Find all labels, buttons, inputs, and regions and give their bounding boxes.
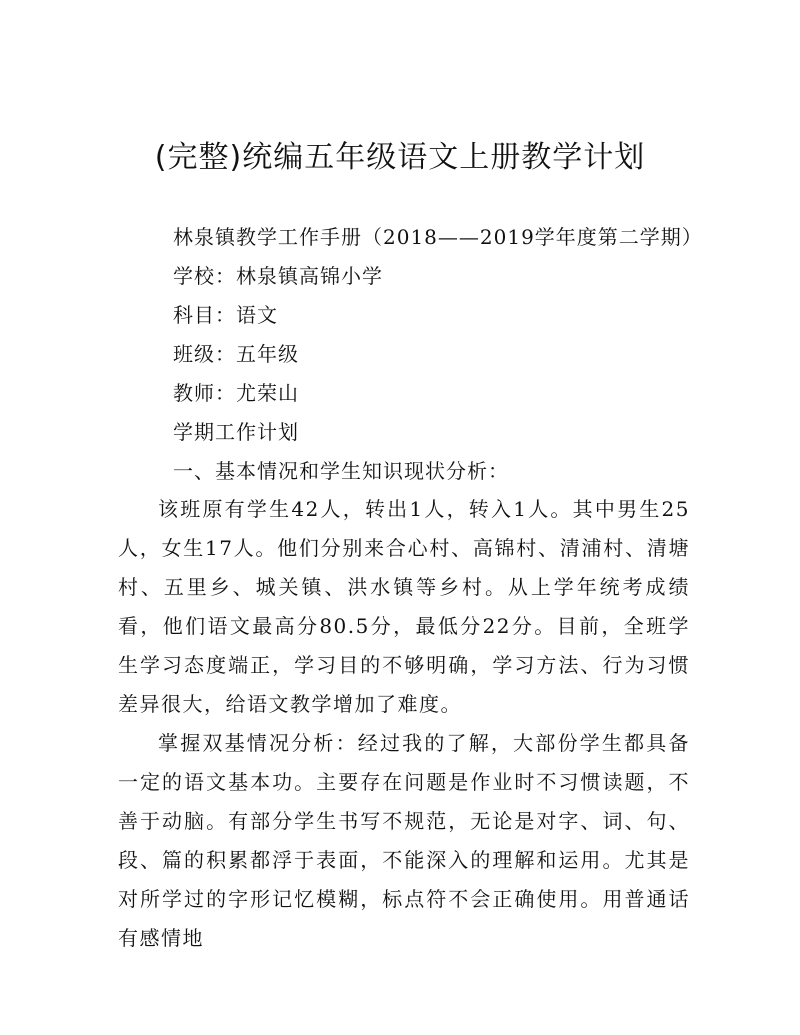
meta-teacher-line: 教师：尤荣山 <box>173 381 299 405</box>
section-heading: 一、基本情况和学生知识现状分析： <box>173 459 509 483</box>
meta-plan-heading: 学期工作计划 <box>173 420 299 444</box>
document-title: (完整)统编五年级语文上册教学计划 <box>154 140 646 175</box>
document-meta <box>173 218 733 491</box>
meta-subject-line: 科目：语文 <box>173 303 278 327</box>
meta-school-line: 学校：林泉镇高锦小学 <box>173 264 383 288</box>
meta-handbook-line: 林泉镇教学工作手册（2018——2019学年度第二学期） <box>173 225 703 249</box>
paragraph-basics-analysis: 掌握双基情况分析：经过我的了解，大部份学生都具备一定的语文基本功。主要存在问题是作业时不习惯读题，不善于动脑。有部分学生书写不规范，无论是对字、词、句、段、篇的积累都浮于表面，不能深入的理解和运用。尤其是对所学过的字形记忆模糊，标点符不会正确使用。用普通话有感情地 <box>118 731 690 950</box>
document-body <box>118 490 690 958</box>
paragraph-class-situation: 该班原有学生42人，转出1人，转入1人。其中男生25人，女生17人。他们分别来合心村、高锦村、清浦村、清塘村、五里乡、城关镇、洪水镇等乡村。从上学年统考成绩看，他们语文最高分80.5分，最低分22分。目前，全班学生学习态度端正，学习目的不够明确，学习方法、行为习惯差异很大，给语文教学增加了难度。 <box>118 497 690 716</box>
meta-class-line: 班级：五年级 <box>173 342 299 366</box>
